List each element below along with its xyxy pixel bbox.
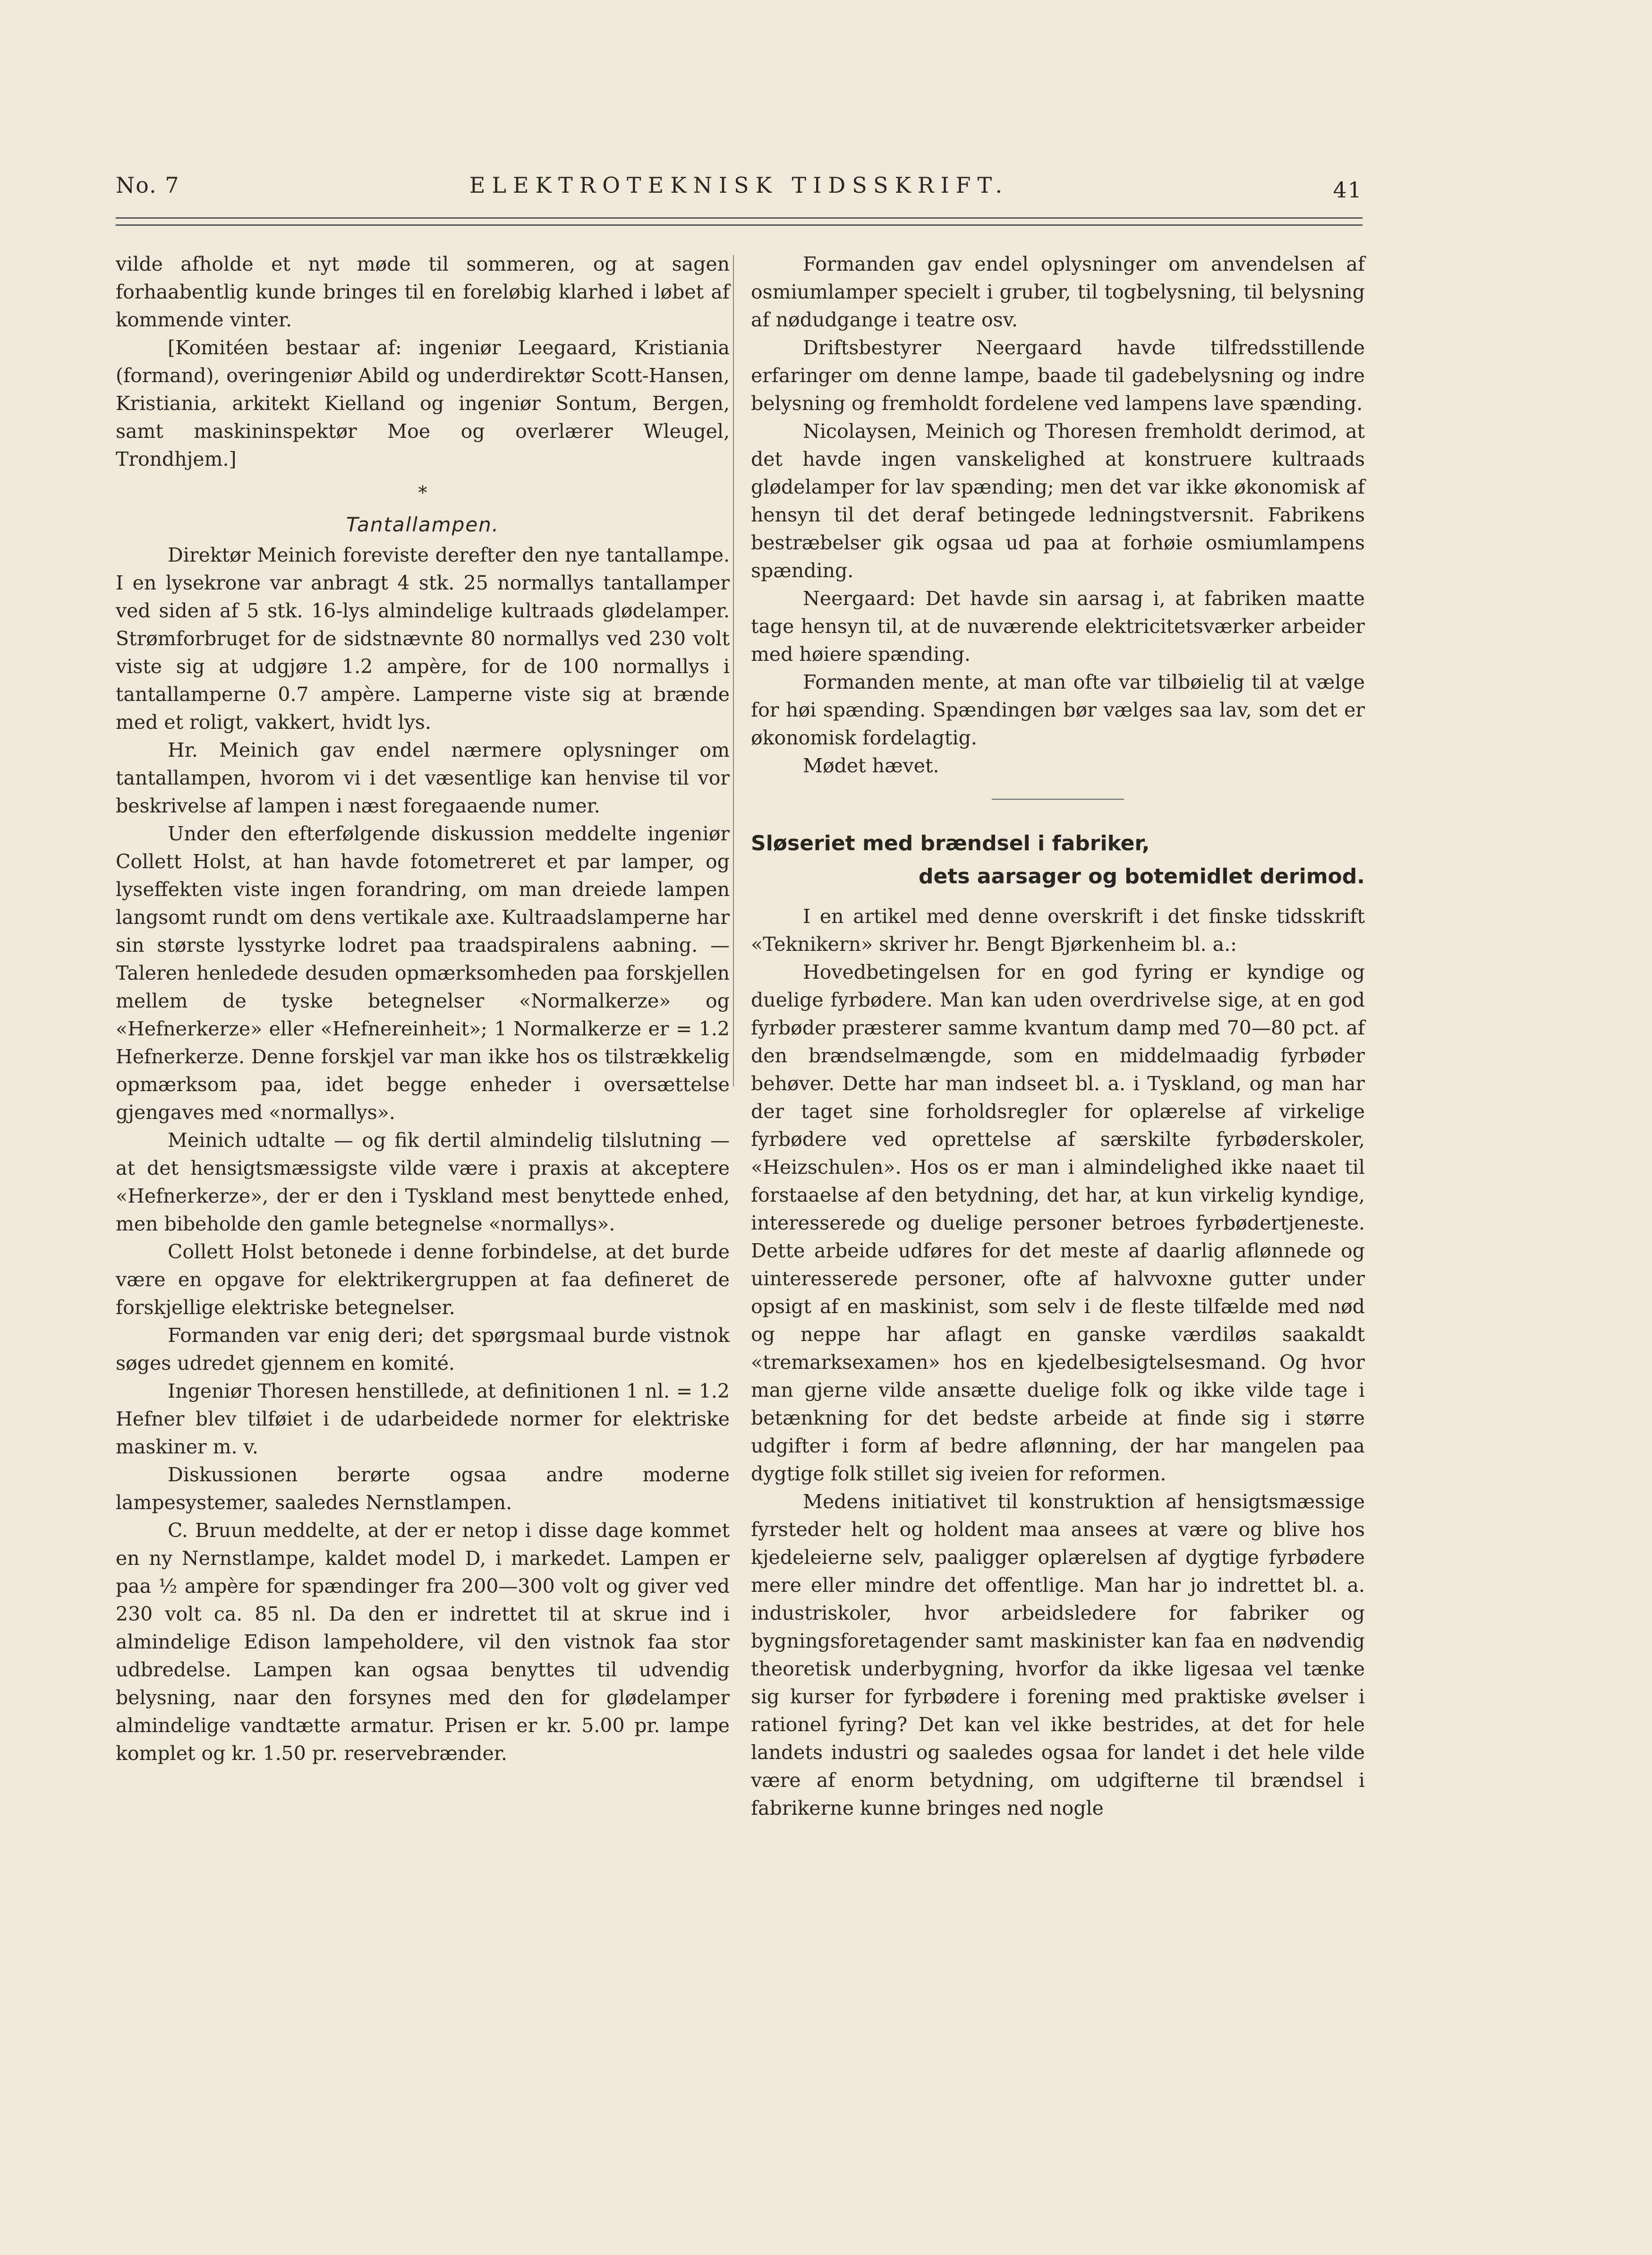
right-column <box>751 250 1365 1822</box>
paragraph: Neergaard: Det havde sin aarsag i, at fabriken maatte tage hensyn til, at de nuværende elektricitetsværker arbeider med høiere spænding. <box>751 587 1365 666</box>
paragraph: Ingeniør Thoresen henstillede, at definitionen 1 nl. = 1.2 Hefner blev tilføiet i de udarbeidede normer for elektriske maskiner m. v. <box>116 1380 730 1458</box>
paragraph: vilde afholde et nyt møde til sommeren, og at sagen forhaabentlig kunde bringes til en foreløbig klarhed i løbet af kommende vinter. <box>116 253 730 331</box>
paragraph: [Komitéen bestaar af: ingeniør Leegaard, Kristiania (formand), overingeniør Abild og underdirektør Scott-Hansen, Kristiania, arkitekt Kielland og ingeniør Sontum, Bergen, samt maskininspektør Moe og overlærer Wleugel, Trondhjem.] <box>116 336 730 470</box>
column-divider <box>733 255 734 1086</box>
journal-title: ELEKTROTEKNISK TIDSSKRIFT. <box>469 172 1009 198</box>
paragraph: Medens initiativet til konstruktion af hensigtsmæssige fyrsteder helt og holdent maa ansees at være og blive hos kjedeleierne selv, paaligger oplærelsen af dygtige fyrbødere mere eller mindre det offentlige. Man har jo indrettet bl. a. industriskoler, hvor arbeidsledere for fabriker og bygningsforetagender samt maskinister kan faa en nødvendig theoretisk underbygning, hvorfor da ikke ligesaa vel tænke sig kurser for fyrbødere i forening med praktiske øvelser i rationel fyring? Det kan vel ikke bestrides, at det for hele landets industri og saaledes ogsaa for landet i det hele vilde være af enorm betydning, om udgifterne til brændsel i fabrikerne kunne bringes ned nogle <box>751 1490 1365 1819</box>
paragraph: Direktør Meinich foreviste derefter den nye tantallampe. I en lysekrone var anbragt 4 stk. 25 normallys tantallamper ved siden af 5 stk. 16-lys almindelige kultraads glødelamper. Strømforbruget for de sidstnævnte 80 normallys ved 230 volt viste sig at udgjøre 1.2 ampère, for de 100 normallys i tantallamperne 0.7 ampère. Lamperne viste sig at brænde med et roligt, vakkert, hvidt lys. <box>116 544 730 734</box>
paragraph: I en artikel med denne overskrift i det finske tidsskrift «Teknikern» skriver hr. Bengt Bjørkenheim bl. a.: <box>751 905 1365 956</box>
running-header <box>116 168 1362 205</box>
issue-number: No. 7 <box>116 172 180 198</box>
paragraph: Mødet hævet. <box>803 754 939 777</box>
paragraph: C. Bruun meddelte, at der er netop i disse dage kommet en ny Nernstlampe, kaldet model D, i markedet. Lampen er paa ½ ampère for spændinger fra 200—300 volt og giver ved 230 volt ca. 85 nl. Da den er indrettet til at skrue ind i almindelige Edison lampeholdere, vil den vistnok faa stor udbredelse. Lampen kan ogsaa benyttes til udvendig belysning, naar den forsynes med den for glødelamper almindelige vandtætte armatur. Prisen er kr. 5.00 pr. lampe komplet og kr. 1.50 pr. reservebrænder. <box>116 1519 730 1765</box>
page-number: 41 <box>1333 177 1362 203</box>
paragraph: Collett Holst betonede i denne forbindelse, at det burde være en opgave for elektrikergruppen at faa defineret de forskjellige elektriske betegnelser. <box>116 1240 730 1319</box>
section-rule <box>992 799 1124 800</box>
headline-line-2: dets aarsager og botemidlet derimod. <box>919 864 1365 888</box>
paragraph: Under den efterfølgende diskussion meddelte ingeniør Collett Holst, at han havde fotometreret et par lamper, og lyseffekten viste ingen forandring, om man dreiede lampen langsomt rundt om dens vertikale axe. Kultraadslamperne har sin største lysstyrke lodret paa traadspiralens aabning. — Taleren henledede desuden opmærksomheden paa forskjellen mellem de tyske betegnelser «Normalkerze» og «Hefnerkerze» eller «Hefnereinheit»; 1 Normalkerze er = 1.2 Hefnerkerze. Denne forskjel var man ikke hos os tilstrækkelig opmærksom paa, idet begge enheder i oversættelse gjengaves med «normallys». <box>116 822 730 1124</box>
paragraph: Hovedbetingelsen for en god fyring er kyndige og duelige fyrbødere. Man kan uden overdrivelse sige, at en god fyrbøder præsterer samme kvantum damp med 70—80 pct. af den brændselmængde, som en middelmaadig fyrbøder behøver. Dette har man indseet bl. a. i Tyskland, og man har der taget sine forholdsregler for oplærelse af virkelige fyrbødere ved oprettelse af særskilte fyrbøderskoler, «Heizschulen». Hos os er man i almindelighed ikke naaet til forstaaelse af den betydning, det har, at kun virkelig kyndige, interesserede og duelige personer betroes fyrbødertjeneste. Dette arbeide udføres for det meste af daarlig aflønnede og uinteresserede personer, ofte af halvvoxne gutter under opsigt af en maskinist, som selv i de fleste tilfælde med nød og neppe har aflagt en ganske værdiløs saakaldt «tremarksexamen» hos en kjedelbesigtelsesmand. Og hvor man gjerne vilde ansætte duelige folk og ikke vilde tage i betænkning for det bedste arbeide at finde sig i større udgifter i form af bedre aflønning, der har mangelen paa dygtige folk stillet sig iveien for reformen. <box>751 961 1365 1485</box>
paragraph: Formanden mente, at man ofte var tilbøielig til at vælge for høi spænding. Spændingen bør vælges saa lav, som det er økonomisk fordelagtig. <box>751 671 1365 749</box>
paragraph: Hr. Meinich gav endel nærmere oplysninger om tantallampen, hvorom vi i det væsentlige kan henvise til vor beskrivelse af lampen i næst foregaaende numer. <box>116 739 730 817</box>
paragraph: Formanden var enig deri; det spørgsmaal burde vistnok søges udredet gjennem en komité. <box>116 1324 730 1375</box>
subheading: Tantallampen. <box>346 513 500 536</box>
paragraph: Meinich udtalte — og fik dertil almindelig tilslutning — at det hensigtsmæssigste vilde være i praxis at akceptere «Hefnerkerze», der er den i Tyskland mest benyttede enhed, men bibeholde den gamle betegnelse «normallys». <box>116 1129 730 1235</box>
headline-line-1: Sløseriet med brændsel i fabriker, <box>751 831 1150 855</box>
section-asterisk: * <box>418 482 427 503</box>
left-column <box>116 250 730 1768</box>
paragraph: Nicolaysen, Meinich og Thoresen fremholdt derimod, at det havde ingen vanskelighed at konstruere kultraads glødelamper for lav spænding; men det var ikke økonomisk af hensyn til det deraf betingede ledningstversnit. Fabrikens bestræbelser gik ogsaa ud paa at forhøie osmiumlampens spænding. <box>751 420 1365 582</box>
paragraph: Formanden gav endel oplysninger om anvendelsen af osmiumlamper specielt i gruber, til togbelysning, til belysning af nødudgange i teatre osv. <box>751 253 1365 331</box>
paragraph: Driftsbestyrer Neergaard havde tilfredsstillende erfaringer om denne lampe, baade til gadebelysning og indre belysning og fremholdt fordelene ved lampens lave spænding. <box>751 336 1365 415</box>
paragraph: Diskussionen berørte ogsaa andre moderne lampesystemer, saaledes Nernstlampen. <box>116 1463 730 1514</box>
article-headline <box>751 827 1365 893</box>
header-rule <box>116 217 1362 226</box>
